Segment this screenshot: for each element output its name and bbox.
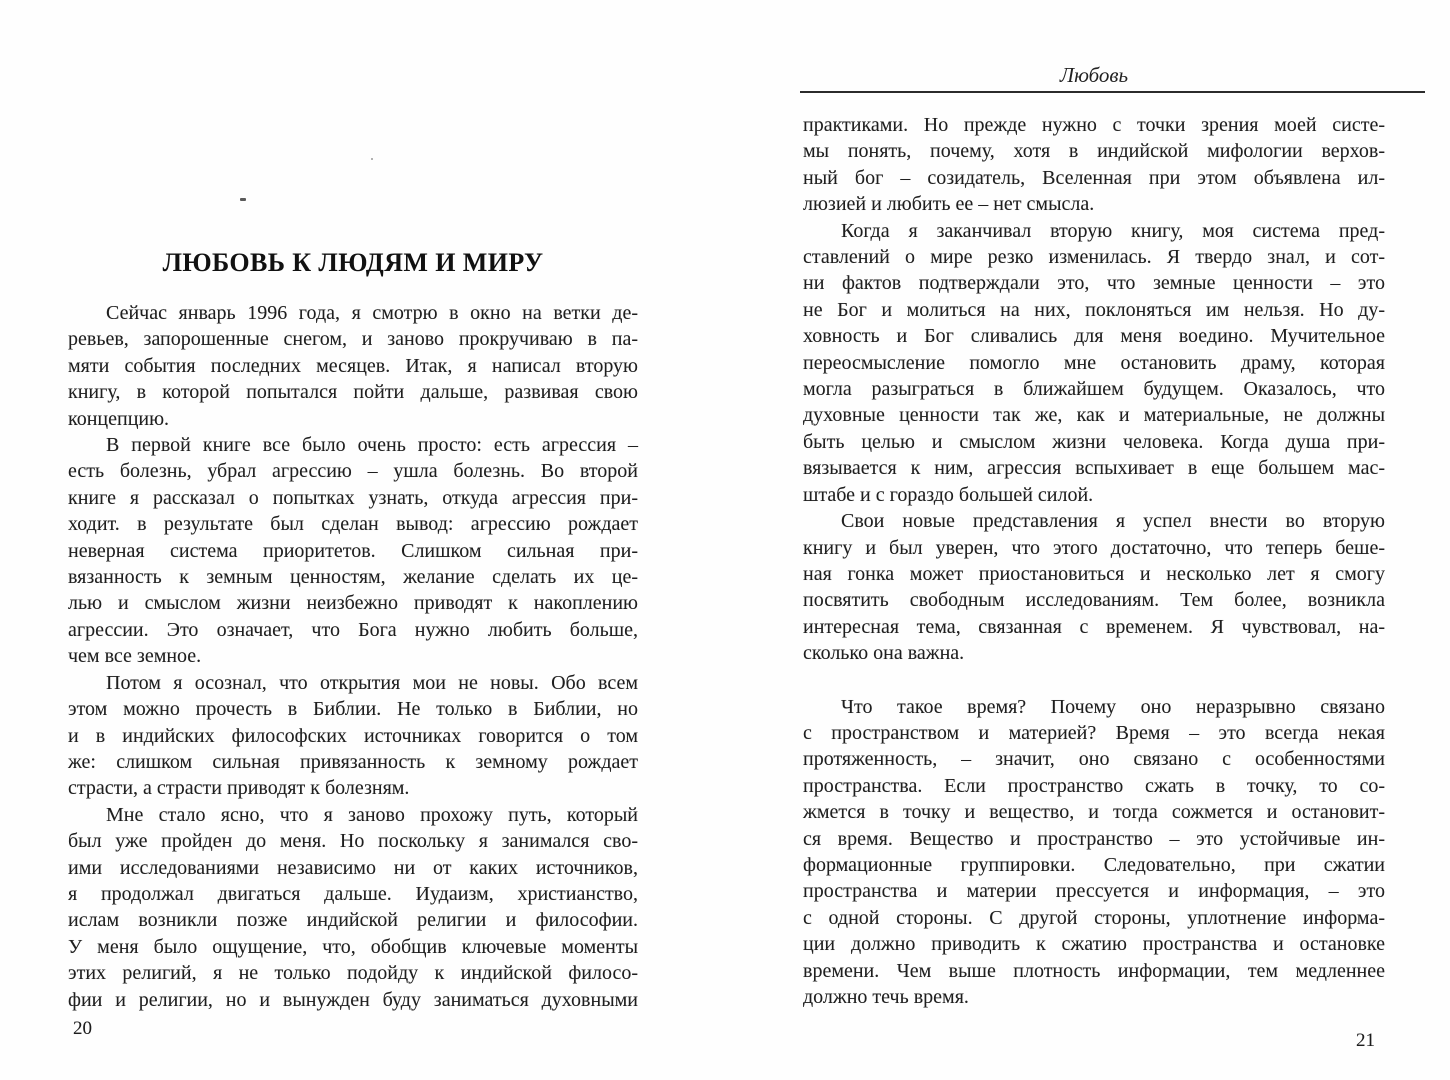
text-line: ции должно приводить к сжатию пространства и остановке bbox=[803, 933, 1385, 956]
running-head: Любовь bbox=[1059, 63, 1129, 87]
paragraph bbox=[803, 508, 1385, 666]
paragraph bbox=[803, 694, 1385, 1011]
text-line: Что такое время? Почему оно неразрывно связано bbox=[841, 695, 1385, 718]
text-line: посвятить свободным исследованиям. Тем более, возникла bbox=[803, 589, 1385, 612]
text-line: ный бог – созидатель, Вселенная при этом объявлена ил- bbox=[803, 166, 1385, 189]
text-line: Сейчас январь 1996 года, я смотрю в окно на ветки де- bbox=[106, 302, 638, 324]
text-line: был уже пройден до меня. Но поскольку я занимался сво- bbox=[68, 830, 638, 853]
text-line: я продолжал двигаться дальше. Иудаизм, христианство, bbox=[68, 882, 638, 905]
text-line: Потом я осознал, что открытия мои не новы. Обо всем bbox=[106, 671, 638, 694]
text-line: жмется в точку и вещество, и тогда сожмется и остановит- bbox=[803, 801, 1385, 824]
text-line: же: слишком сильная привязанность к земному рождает bbox=[68, 750, 638, 773]
text-line: протяженность, – значит, оно связано с особенностями bbox=[803, 748, 1385, 771]
text-line: времени. Чем выше плотность информации, тем медленнее bbox=[803, 959, 1385, 982]
text-line: переосмысление помогло мне остановить драму, которая bbox=[803, 351, 1385, 374]
text-line: концепцию. bbox=[68, 407, 170, 430]
text-line: лью и смыслом жизни неизбежно приводят к накоплению bbox=[68, 592, 638, 615]
text-line: пространства. Если пространство сжать в точку, то со- bbox=[803, 774, 1385, 797]
text-line: ревьев, запорошенные снегом, и заново прокручиваю в па- bbox=[68, 328, 638, 351]
text-line: мяти события последних месяцев. Итак, я написал вторую bbox=[68, 354, 638, 377]
text-line: пространства и материи прессуется и информация, – это bbox=[803, 880, 1385, 903]
text-line: с пространством и материей? Время – это всегда некая bbox=[803, 721, 1385, 744]
paragraph bbox=[68, 300, 638, 432]
text-line: У меня было ощущение, что, обобщив ключевые моменты bbox=[68, 935, 638, 958]
text-line: есть болезнь, убрал агрессию – ушла болезнь. Во второй bbox=[68, 460, 638, 483]
text-line: неверная система приоритетов. Слишком сильная при- bbox=[68, 539, 638, 562]
scan-artifact bbox=[371, 158, 373, 160]
text-line: книге я рассказал о попытках узнать, откуда агрессия при- bbox=[68, 486, 638, 509]
paragraph bbox=[803, 112, 1385, 218]
left-page bbox=[68, 246, 638, 1013]
text-line: Мне стало ясно, что я заново прохожу путь, который bbox=[106, 803, 638, 826]
text-line: с одной стороны. С другой стороны, уплотнение информа- bbox=[803, 906, 1385, 929]
right-page bbox=[803, 112, 1385, 1010]
chapter-title: ЛЮБОВЬ К ЛЮДЯМ И МИРУ bbox=[162, 248, 544, 277]
paragraph bbox=[68, 670, 638, 802]
left-page-body bbox=[68, 300, 638, 1013]
text-line: ходит. в результате был сделан вывод: агрессию рождает bbox=[68, 513, 638, 536]
paragraph bbox=[68, 802, 638, 1013]
page-number-right: 21 bbox=[1356, 1030, 1375, 1051]
text-line: мы понять, почему, хотя в индийской мифологии верхов- bbox=[803, 140, 1385, 163]
text-line: этих религий, я не только подойду к индийской филосо- bbox=[68, 962, 638, 985]
paragraph bbox=[68, 432, 638, 670]
text-line: чем все земное. bbox=[68, 645, 202, 668]
text-line: фии и религии, но и вынужден буду заниматься духовными bbox=[68, 988, 638, 1011]
text-line: интересная тема, связанная с временем. Я чувствовал, на- bbox=[803, 615, 1385, 638]
text-line: В первой книге все было очень просто: есть агрессия – bbox=[106, 434, 638, 457]
text-line: ислам возникли позже индийской религии и философии. bbox=[68, 909, 638, 932]
text-line: не Бог и молиться на них, поклоняться им нельзя. Но ду- bbox=[803, 298, 1385, 321]
text-line: практиками. Но прежде нужно с точки зрения моей систе- bbox=[803, 114, 1385, 136]
text-line: могла разыграться в ближайшем будущем. Оказалось, что bbox=[803, 378, 1385, 401]
text-line: сколько она важна. bbox=[803, 642, 965, 665]
text-line: Когда я заканчивал вторую книгу, моя система пред- bbox=[841, 219, 1385, 242]
text-line: формационные группировки. Следовательно, при сжатии bbox=[803, 853, 1385, 876]
text-line: быть целью и смыслом жизни человека. Когда душа при- bbox=[803, 430, 1385, 453]
text-line: этом можно прочесть в Библии. Не только в Библии, но bbox=[68, 698, 638, 721]
running-head-rule bbox=[800, 91, 1425, 93]
text-line: ховность и Бог сливались для меня воедино. Мучительное bbox=[803, 325, 1385, 348]
text-line: книгу и был уверен, что этого достаточно, что теперь беше- bbox=[803, 536, 1385, 559]
text-line: вязанность к земным ценностям, желание сделать их це- bbox=[68, 566, 638, 589]
text-line: книгу, в которой попытался пойти дальше, развивая свою bbox=[68, 381, 638, 404]
text-line: люзией и любить ее – нет смысла. bbox=[803, 193, 1095, 216]
text-line: ся время. Вещество и пространство – это устойчивые ин- bbox=[803, 827, 1385, 850]
text-line: ни фактов подтверждали это, что земные ценности – это bbox=[803, 272, 1385, 295]
text-line: ставлений о мире резко изменилась. Я твердо знал, и сот- bbox=[803, 246, 1385, 269]
scan-artifact bbox=[240, 198, 246, 201]
right-page-body bbox=[803, 112, 1385, 1010]
page-number-left: 20 bbox=[73, 1018, 92, 1039]
text-line: и в индийских философских источниках говорится о том bbox=[68, 724, 638, 747]
text-line: страсти, а страсти приводят к болезням. bbox=[68, 777, 410, 800]
text-line: Свои новые представления я успел внести во вторую bbox=[841, 510, 1385, 533]
text-line: штабе и с гораздо большей силой. bbox=[803, 483, 1094, 506]
text-line: ная гонка может приостановиться и несколько лет я смогу bbox=[803, 562, 1385, 585]
text-line: должно течь время. bbox=[803, 986, 969, 1008]
text-line: духовные ценности так же, как и материальные, не должны bbox=[803, 404, 1385, 427]
text-line: вязывается к ним, агрессия вспыхивает в еще большем мас- bbox=[803, 457, 1385, 480]
paragraph bbox=[803, 218, 1385, 508]
text-line: агрессии. Это означает, что Бога нужно любить больше, bbox=[68, 618, 638, 641]
text-line: ими исследованиями независимо ни от каких источников, bbox=[68, 856, 638, 879]
